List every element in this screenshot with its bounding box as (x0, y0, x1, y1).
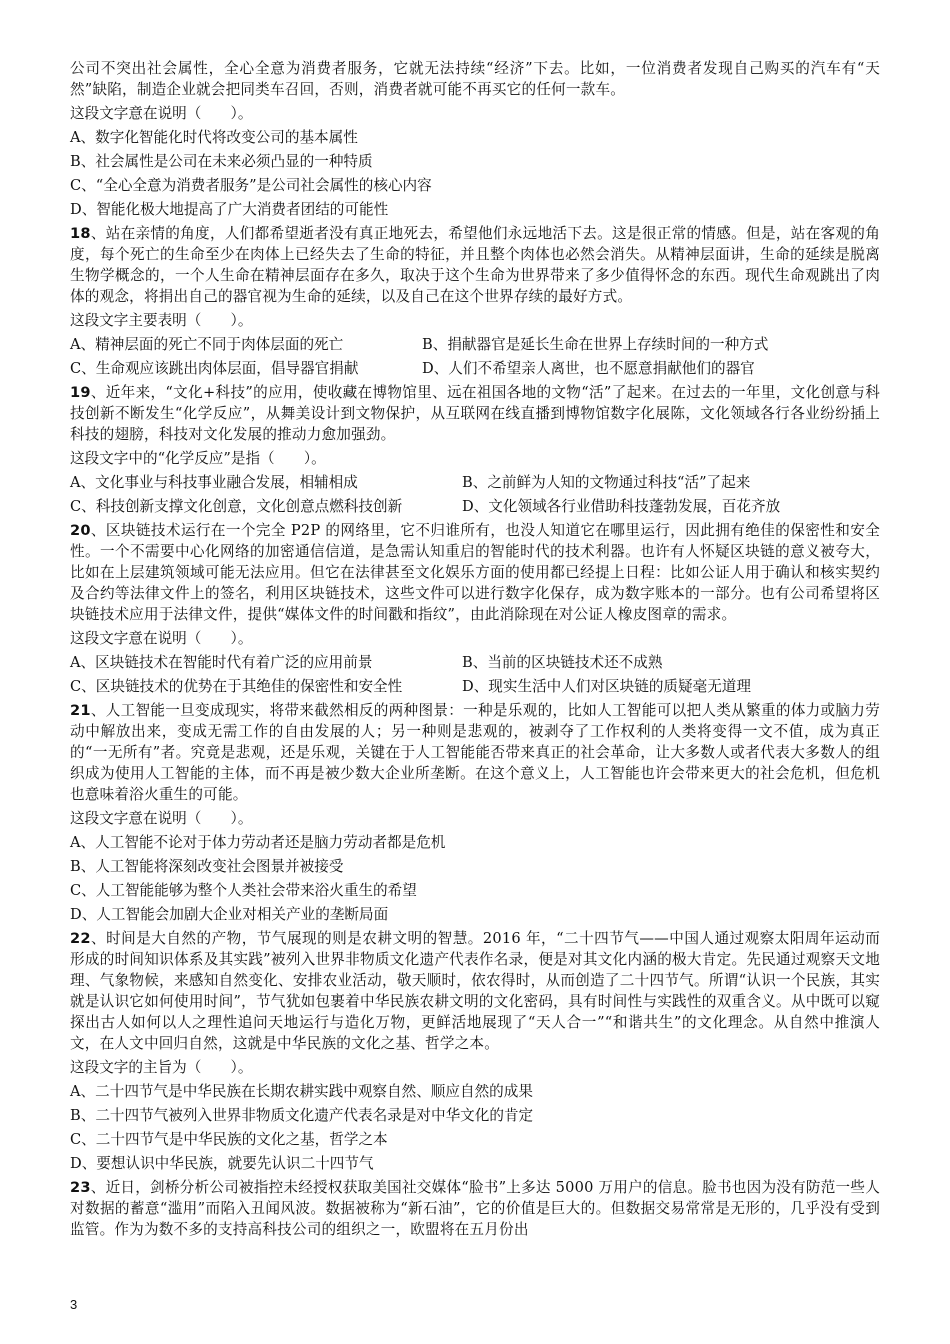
option-d: D、人们不希望亲人离世，也不愿意捐献他们的器官 (422, 360, 755, 377)
question-number: 21 (70, 702, 91, 719)
passage-body: 、人工智能一旦变成现实，将带来截然相反的两种图景：一种是乐观的，比如人工智能可以把人类从繁重的体力或脑力劳动中解放出来，变成无需工作的自由发展的人；另一种则是悲观的，被剥夺了工作权利的人类将变得一文不值，成为真正的“一无所有”者。究竟是悲观，还是乐观，关键在于人工智能能否带来真正的社会革命，让大多数人或者代表大多数人的组织成为使用人工智能的主体，而不再是被少数大企业所垄断。在这个意义上，人工智能也许会带来更大的社会危机，但危机也意味着浴火重生的可能。 (70, 702, 880, 803)
question-21 (70, 700, 880, 925)
option-d: D、智能化极大地提高了广大消费者团结的可能性 (70, 201, 389, 218)
option-c: C、科技创新支撑文化创意，文化创意点燃科技创新 (70, 498, 403, 515)
options-row (70, 676, 880, 697)
option-a: A、人工智能不论对于体力劳动者还是脑力劳动者都是危机 (70, 834, 446, 851)
question-23 (70, 1177, 880, 1240)
option-a: A、区块链技术在智能时代有着广泛的应用前景 (70, 654, 373, 671)
question-stem: 这段文字中的“化学反应”是指（ ）。 (70, 450, 326, 467)
question-17-continuation (70, 58, 880, 220)
options-row (70, 496, 880, 517)
passage-body: 、时间是大自然的产物，节气展现的则是农耕文明的智慧。2016 年，“二十四节气——中国人通过观察太阳周年运动而形成的时间知识体系及其实践”被列入世界非物质文化遗产代表作名录，便是对其文化内涵的极大肯定。先民通过观察天文地理、气象物候，来感知自然变化、安排农业活动，敬天顺时，依农得时，从而创造了二十四节气。所谓“认识一个民族，其实就是认识它如何使用时间”，节气犹如包裹着中华民族农耕文明的文化密码，具有时间性与实践性的双重含义。从中既可以窥探出古人如何以人之理性追问天地运行与造化万物，更鲜活地展现了“天人合一”“和谐共生”的文化理念。从自然中推演人文，在人文中回归自然，这就是中华民族的文化之基、哲学之本。 (70, 930, 880, 1052)
passage-text (70, 520, 880, 625)
option-b: B、之前鲜为人知的文物通过科技“活”了起来 (462, 474, 751, 491)
options-row (70, 652, 880, 673)
question-number: 18 (70, 225, 91, 242)
option-a: A、精神层面的死亡不同于肉体层面的死亡 (70, 336, 344, 353)
passage-text (70, 223, 880, 307)
passage-text (70, 928, 880, 1054)
passage-body: 、区块链技术运行在一个完全 P2P 的网络里，它不归谁所有，也没人知道它在哪里运行，因此拥有绝佳的保密性和安全性。一个不需要中心化网络的加密通信信道，是急需认知重启的智能时代的技术利器。也许有人怀疑区块链的意义被夸大，比如在上层建筑领域可能无法应用。但它在法律甚至文化娱乐方面的使用都已经提上日程：比如公证人用于确认和核实契约及合约等法律文件上的签名，利用区块链技术，这些文件可以进行数字化保存，成为数字账本的一部分。也有公司希望将区块链技术应用于法律文件，提供“媒体文件的时间戳和指纹”，由此消除现在对公证人橡皮图章的需求。 (70, 522, 880, 623)
options-row (70, 358, 880, 379)
option-c: C、区块链技术的优势在于其绝佳的保密性和安全性 (70, 678, 403, 695)
passage-text (70, 382, 880, 445)
option-b: B、捐献器官是延长生命在世界上存续时间的一种方式 (422, 336, 769, 353)
option-c: C、“全心全意为消费者服务”是公司社会属性的核心内容 (70, 177, 432, 194)
question-22 (70, 928, 880, 1174)
option-c: C、二十四节气是中华民族的文化之基，哲学之本 (70, 1131, 388, 1148)
page-number: 3 (70, 1297, 78, 1312)
option-b: B、二十四节气被列入世界非物质文化遗产代表名录是对中华文化的肯定 (70, 1107, 534, 1124)
passage-body: 、近年来，“文化+科技”的应用，使收藏在博物馆里、远在祖国各地的文物“活”了起来。在过去的一年里，文化创意与科技创新不断发生“化学反应”，从舞美设计到文物保护，从互联网在线直播到博物馆数字化展陈，文化领域各行各业纷纷插上科技的翅膀，科技对文化发展的推动力愈加强劲。 (70, 384, 880, 443)
question-number: 20 (70, 522, 91, 539)
option-b: B、社会属性是公司在未来必须凸显的一种特质 (70, 153, 373, 170)
question-20 (70, 520, 880, 697)
options-row (70, 472, 880, 493)
question-number: 19 (70, 384, 91, 401)
option-a: A、数字化智能化时代将改变公司的基本属性 (70, 129, 358, 146)
option-d: D、要想认识中华民族，就要先认识二十四节气 (70, 1155, 374, 1172)
question-stem: 这段文字意在说明（ ）。 (70, 810, 253, 827)
question-stem: 这段文字主要表明（ ）。 (70, 312, 253, 329)
question-stem: 这段文字意在说明（ ）。 (70, 105, 253, 122)
option-d: D、人工智能会加剧大企业对相关产业的垄断局面 (70, 906, 389, 923)
passage-text: 公司不突出社会属性，全心全意为消费者服务，它就无法持续“经济”下去。比如，一位消费者发现自己购买的汽车有“天然”缺陷，制造企业就会把同类车召回，否则，消费者就可能不再买它的任何一款车。 (70, 60, 880, 98)
question-stem: 这段文字意在说明（ ）。 (70, 630, 253, 647)
option-a: A、文化事业与科技事业融合发展，相辅相成 (70, 474, 358, 491)
option-b: B、人工智能将深刻改变社会图景并被接受 (70, 858, 344, 875)
option-b: B、当前的区块链技术还不成熟 (462, 654, 663, 671)
option-d: D、现实生活中人们对区块链的质疑毫无道理 (462, 678, 751, 695)
option-a: A、二十四节气是中华民族在长期农耕实践中观察自然、顺应自然的成果 (70, 1083, 533, 1100)
passage-text (70, 1177, 880, 1240)
question-stem: 这段文字的主旨为（ ）。 (70, 1059, 253, 1076)
passage-body: 、近日，剑桥分析公司被指控未经授权获取美国社交媒体“脸书”上多达 5000 万用户的信息。脸书也因为没有防范一些人对数据的蓄意“滥用”而陷入丑闻风波。数据被称为“新石油”，它的价值是巨大的。但数据交易常常是无形的，几乎没有受到监管。作为为数不多的支持高科技公司的组织之一，欧盟将在五月份出 (70, 1179, 880, 1238)
question-number: 22 (70, 930, 91, 947)
option-c: C、生命观应该跳出肉体层面，倡导器官捐献 (70, 360, 359, 377)
question-19 (70, 382, 880, 517)
question-18 (70, 223, 880, 379)
passage-body: 、站在亲情的角度，人们都希望逝者没有真正地死去，希望他们永远地活下去。这是很正常的情感。但是，站在客观的角度，每个死亡的生命至少在肉体上已经失去了生命的特征，并且整个肉体也必然会消失。从精神层面讲，生命的延续是脱离生物学概念的，一个人生命在精神层面存在多久，取决于这个生命为世界带来了多少值得怀念的东西。现代生命观跳出了肉体的观念，将捐出自己的器官视为生命的延续，以及自己在这个世界存续的最好方式。 (70, 225, 880, 305)
option-d: D、文化领域各行业借助科技蓬勃发展，百花齐放 (462, 498, 781, 515)
question-number: 23 (70, 1179, 91, 1196)
options-row (70, 334, 880, 355)
passage-text (70, 700, 880, 805)
document-page (70, 58, 880, 1243)
option-c: C、人工智能能够为整个人类社会带来浴火重生的希望 (70, 882, 417, 899)
